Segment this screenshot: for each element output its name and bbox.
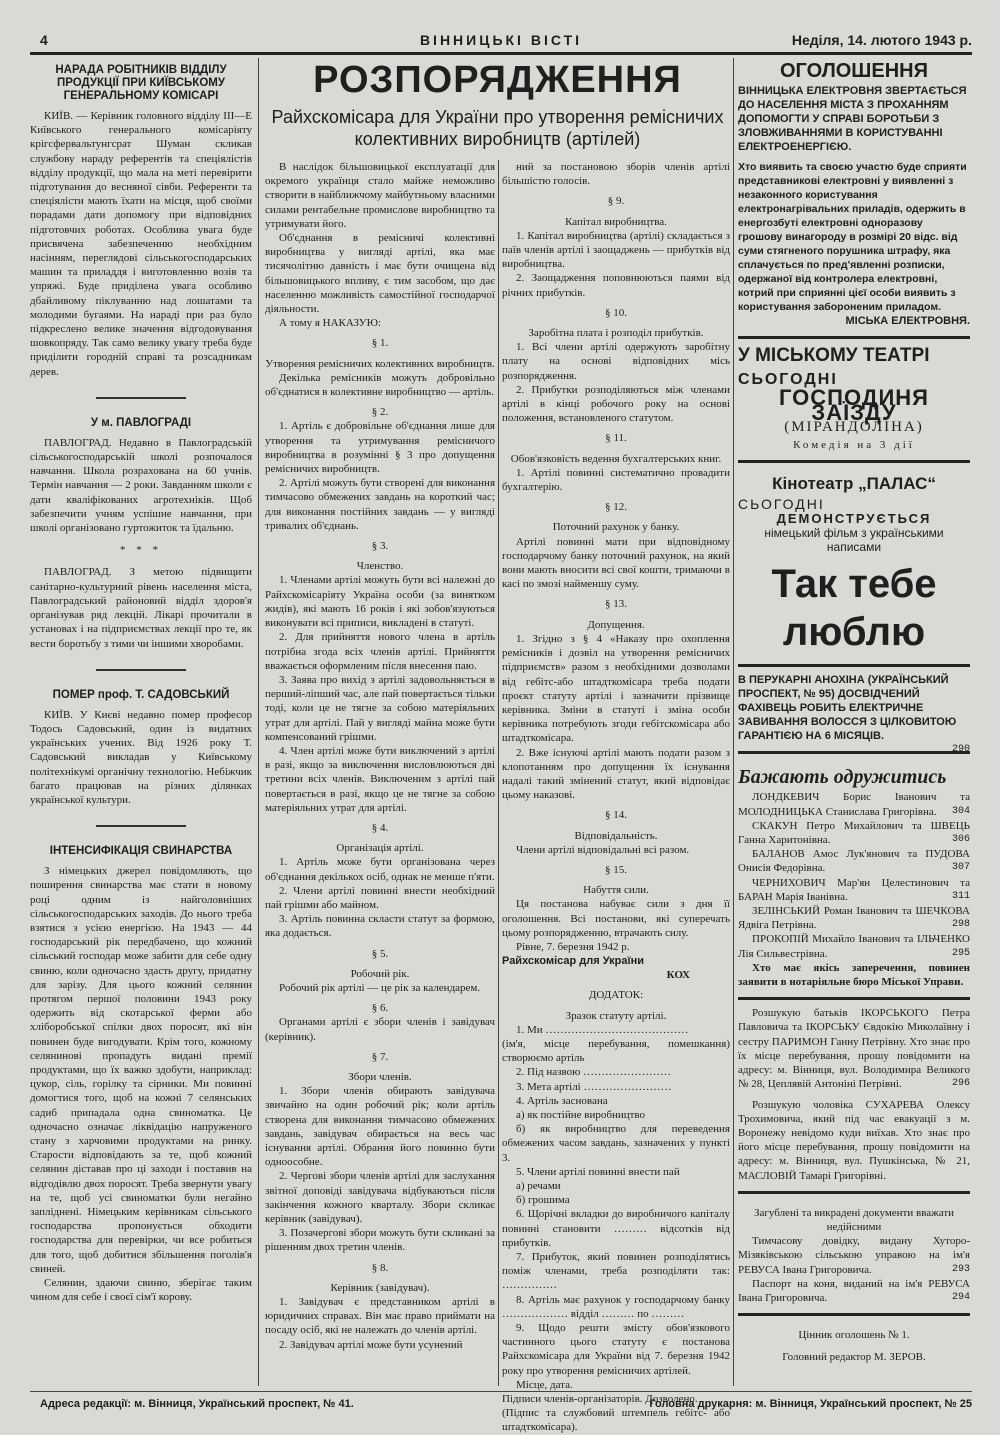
marriage-entry: [738, 904, 970, 932]
article-heading: У м. ПАВЛОГРАДІ: [90, 416, 192, 429]
page-number: 4: [40, 32, 48, 48]
ad-number: 307: [951, 862, 970, 874]
decree-text: Робочий рік артілі — це рік за календарем.: [279, 981, 481, 994]
section-number: § 6.: [371, 1002, 389, 1015]
section-number: § 10.: [605, 306, 627, 319]
decree-text: 2. Заощадження поповнюються паями від річних прибутків.: [502, 272, 730, 299]
decree-text: 2. Чергові збори членів артілі для заслухання звітної доповіді завідувача відбуваються після закінчення кожного кварталу. Збори скликає керівник (завідувач).: [265, 1170, 495, 1226]
theatre-ad: [738, 336, 970, 452]
statute-item: а) речами: [516, 1180, 561, 1192]
statute-item: Місце, дата.: [516, 1378, 573, 1391]
decree-text: Органами артілі є збори членів і завідувач (керівник).: [265, 1016, 495, 1043]
statute-item: а) як постійне виробництво: [516, 1108, 646, 1121]
decree-text: 1. Артілі повинні систематично провадити бухгалтерію.: [502, 466, 730, 494]
statute-item: 9. Щодо решти змісту обов'язкового частинного цього статуту є постанова Райхскомісара для України від 7. березня 1942 року про утворення ремісничих артілей.: [502, 1322, 730, 1377]
decree-text: 3. Позачергові збори можуть бути скликані за рішенням двох третин членів.: [265, 1227, 495, 1254]
article-text: ПАВЛОГРАД. Недавно в Павлоградській сільськогосподарській школі розпочалося навчання. Школа розрахована на 60 учнів. Термін навчання — 2 роки. Завданням школи є дати кваліфікованих агротехніків. Щоб забезпечити учням успішне навчання, при школі організовано гуртожиток та їдальню.: [30, 436, 252, 535]
announcement-lead: ВІННИЦЬКА ЕЛЕКТРОВНЯ ЗВЕРТАЄТЬСЯ ДО НАСЕЛЕННЯ МІСТА З ПРОХАННЯМ ДОПОМОГТИ У СПРАВІ БОРОТЬБИ З ЗЛОВЖИВАННЯМИ В КОРИСТУВАННІ ЕЛЕКТРОЕНЕРГІЄЮ.: [738, 85, 967, 154]
announcement-text: Хто виявить та своєю участю буде сприяти представникові електровні у виявленні з незаконного користування електронагрівальних приладів, одержить в енергозбуті електровні одноразову грошову винагороду в розмірі 20 відс. від суми стягненого порушника штрафу, яка сплачується по пред'явленні розписки, одержаної від контролера електровні, котрий при сприянні цієї особи виявить з користування забороненим приладом.: [738, 161, 967, 314]
ad-number: 298: [951, 919, 970, 931]
section-title: Обов'язковість ведення бухгалтерських книг.: [510, 452, 722, 465]
theatre-title: У МІСЬКОМУ ТЕАТРІ: [738, 345, 930, 367]
marriage-text: ЛОНДКЕВИЧ Борис Іванович та МОЛОДНИЦЬКА Станислава Григорівна.: [738, 791, 970, 818]
appendix-heading: ДОДАТОК:: [588, 989, 644, 1002]
marriage-text: БАЛАНОВ Амос Лук'янович та ПУДОВА Онисія Федорівна.: [738, 848, 970, 875]
section-number: § 14.: [605, 809, 627, 822]
marriage-entry: [738, 790, 970, 818]
decree-text: 3. Артіль повинна скласти статут за формою, яка додається.: [265, 913, 495, 940]
decree-text: 2. Для прийняття нового члена в артіль потрібна згода всіх членів артілі. Прийняття вважається оформленим після внесення паю.: [265, 631, 495, 672]
decree-signature: КОХ: [666, 969, 690, 982]
column-ads: [738, 58, 970, 1365]
lost-title: Загублені та викрадені документи вважати недійсними: [753, 1206, 955, 1233]
column-divider: [733, 58, 734, 1386]
section-number: § 4.: [371, 821, 389, 834]
theatre-play: ГОСПОДИНЯ ЗАЇЗДУ: [778, 385, 929, 425]
marriage-text: ПРОКОПІЙ Михайло Іванович та ІЛЬЧЕНКО Лія Сильвестрівна.: [738, 933, 970, 960]
ad-number: 295: [951, 947, 970, 959]
appendix-title: Зразок статуту артілі.: [565, 1009, 667, 1022]
theatre-subtitle: (МІРАНДОЛІНА): [784, 418, 924, 435]
statute-item: (ім'я, місце перебування, помешкання) створюємо артіль: [502, 1037, 730, 1065]
decree-text: ний за постановою зборів членів артілі більшістю голосів.: [502, 161, 730, 188]
section-title: Заробітна плата і розподіл прибутків.: [528, 327, 704, 340]
section-title: Капітал виробництва.: [565, 215, 667, 228]
search-ad: Розшукую чоловіка СУХАРЕВА Олексу Трохимовича, який під час евакуації з м. Воронежу невідомо куди виїхав. Хто знає про його місце перебування, прошу повідомити на адресу: м. Вінниця, вул. Пушкінська, № 21, МАСЛОВІЙ Тамарі Григорівні.: [738, 1098, 970, 1182]
separator: [96, 825, 186, 827]
section-title: Членство.: [356, 560, 404, 573]
statute-item: б) грошима: [516, 1194, 570, 1207]
barber-ad: [738, 664, 970, 756]
article-text: Селянин, здаючи свиню, зберігає таким чином для себе і своєї сім'ї корову.: [30, 1277, 252, 1304]
search-ad: [738, 1006, 970, 1091]
theatre-genre: Комедія на 3 дії: [793, 439, 915, 452]
section-number: § 12.: [605, 501, 627, 514]
lost-entry: [738, 1234, 970, 1277]
lost-text: Тимчасову довідку, видану Хуторо-Мізяківською сільською управою на ім'я РЕВУСА Івана Григоровича.: [738, 1235, 970, 1276]
cinema-film: німецький фільм з українськими написами: [764, 525, 944, 555]
cinema-name: Кінотеатр „ПАЛАС“: [772, 474, 936, 494]
section-number: § 15.: [605, 863, 627, 876]
marriage-text: ЗЕЛІНСЬКИЙ Роман Іванович та ШЕЧКОВА Ядвіга Петрівна.: [738, 905, 970, 932]
section-title: Робочий рік.: [350, 967, 410, 980]
statute-item: 7. Прибуток, який повинен розподілятись поміж членами, треба розподіляти так: ……………: [502, 1251, 730, 1292]
marriage-entry: [738, 932, 970, 960]
section-number: § 3.: [371, 540, 389, 553]
decree-text: Декілька ремісників можуть добровільно об'єднатися в колективне виробництво — артіль.: [265, 371, 495, 399]
ad-number: 294: [951, 1291, 970, 1303]
section-title: Відповідальність.: [574, 829, 658, 842]
decree-title: РОЗПОРЯДЖЕННЯ: [313, 59, 682, 101]
marriage-title: Бажають одружитись: [738, 766, 947, 789]
section-number: § 1.: [371, 337, 389, 350]
section-title: Організація артілі.: [336, 842, 424, 855]
column-divider: [498, 160, 499, 1386]
marriage-entry: [738, 847, 970, 875]
marriage-text: ЧЕРНИХОВИЧ Мар'ян Целестинович та БАРАН Марія Іванівна.: [738, 876, 970, 903]
decree-text: 1. Артіль є добровільне об'єднання лише для утворення та утримування ремісничого виробництва в розумінні § 3 про допущення ремісничих виробництв.: [265, 420, 495, 476]
price-box: [738, 1313, 970, 1364]
statute-item: 6. Щорічні вкладки до виробничого капіталу повинні становити ……… відсотків від прибутків.: [502, 1208, 730, 1249]
ad-number: 296: [951, 1078, 970, 1090]
decree-text: Артілі повинні мати при відповідному господарчому банку поточний рахунок, на який вони мають вносити всі свої кошти, тримаючи в касі по змозі найменшу суму.: [502, 535, 730, 591]
article-heading: ПОМЕР проф. Т. САДОВСЬКИЙ: [52, 688, 230, 701]
price-list: Цінник оголошень № 1.: [798, 1329, 910, 1342]
decree-signature-title: Райхскомісар для України: [502, 955, 645, 968]
cinema-ad: [738, 460, 970, 656]
decree-text: 4. Член артілі може бути виключений з артілі в разі, якщо за виключення висловлюються дві третини всіх членів. Виключеним з артілі пай повертається в разі, якщо це не тягне за собою матеріяльних утрат для артілі.: [265, 744, 495, 814]
printing-address: Головна друкарня: м. Вінниця, Український проспект, № 25: [649, 1398, 972, 1410]
cinema-today: СЬОГОДНІ: [738, 496, 825, 513]
lost-text: Паспорт на коня, виданий на ім'я РЕВУСА Івана Григоровича.: [738, 1277, 970, 1304]
lost-documents: [738, 1191, 970, 1305]
statute-item: (Підпис та службовий штемпель гебітс- або штадткомісара).: [502, 1407, 730, 1434]
marriage-ads: [738, 751, 970, 989]
editorial-address: Адреса редакції: м. Вінниця, Український проспект, № 41.: [40, 1398, 354, 1410]
decree-text: 1. Капітал виробництва (артілі) складається з паїв членів артілі і заощаджень — прибутків від виробництва.: [502, 229, 730, 271]
footer: [30, 1391, 972, 1416]
announcement-title: ОГОЛОШЕННЯ: [780, 60, 928, 82]
ad-number: 304: [951, 805, 970, 817]
barber-text: В ПЕРУКАРНІ АНОХІНА (УКРАЇНСЬКИЙ ПРОСПЕКТ, № 95) ДОСВІДЧЕНИЙ ФАХІВЕЦЬ РОБИТЬ ЕЛЕКТРИЧНЕ ЗАВИВАННЯ ВОЛОССЯ З ЦІЛКОВИТОЮ ГАРАНТІЄЮ НА 6 МІСЯЦІВ.: [738, 674, 957, 743]
marriage-text: СКАКУН Петро Михайлович та ШВЕЦЬ Ганна Харитонівна.: [738, 819, 970, 847]
decree-text: 2. Артілі можуть бути створені для виконання тимчасово обмежених завдань на короткий час; для виконання постійних завдань — у вигляді тривалих об'єднань.: [265, 477, 495, 532]
decree-text: 1. Членами артілі можуть бути всі належні до Райхскомісаріяту Україна особи (за винятком жидів), які мають 16 років і які зобов'язуються виконувати всі приписи, викладені в статуті.: [265, 574, 495, 630]
ad-number: 311: [951, 890, 970, 902]
decree-text: Ця постанова набуває сили з дня її оголошення. Всі постанови, які суперечать цьому розпорядженню, втрачають силу.: [502, 898, 730, 939]
column-divider: [258, 58, 259, 1386]
statute-item: 1. Ми …………………………………: [516, 1023, 689, 1036]
lost-entry: [738, 1277, 970, 1305]
decree-text: 2. Члени артілі повинні внести необхідний пай грішми або майном.: [265, 884, 495, 911]
decree-text: Об'єднання в ремісничі колективні виробництва у вигляді артілі, яка має тисячолітню давність і має бути очищена від більшовицького впливу, є тим засобом, що дає населенню можливість самостійної господарчої діяльности.: [265, 232, 495, 316]
ad-number: 293: [951, 1263, 970, 1275]
statute-item: 2. Під назвою ……………………: [516, 1066, 672, 1079]
search-ads: [738, 997, 970, 1182]
ad-number: 290: [951, 744, 970, 756]
search-text: Розшукую батьків ІКОРСЬКОГО Петра Павловича та ІКОРСЬКУ Євдокію Миколаївну і сестру ПАРИМОН Ганну Петрівну. Хто знає про їх місце перебування, прошу повідомити на адресу: м. Вінниця, вул. Володимира Великого № 28, Цеплявій Антоніні Петрівні.: [738, 1007, 970, 1091]
statute-item: 4. Артіль заснована: [516, 1094, 608, 1107]
cinema-demo: ДЕМОНСТРУЄТЬСЯ: [776, 510, 932, 526]
section-number: § 11.: [605, 432, 627, 445]
issue-date: Неділя, 14. лютого 1943 р.: [791, 32, 972, 48]
decree-text: Члени артілі відповідальні всі разом.: [516, 843, 690, 856]
statute-item: 8. Артіль має рахунок у господарчому банку ……………… відділ ……… по ………: [502, 1293, 730, 1320]
article-text: ПАВЛОГРАД. З метою підвищити санітарно-культурний рівень населення міста, Павлоградський районовий відділ здоров'я організував ряд лекцій. Лікарі прочитали в установах і на підприємствах лекції про те, як вести боротьбу з тими чи іншими хворобами.: [30, 566, 252, 650]
decree-text: 3. Заява про вихід з артілі задовольняється в перший-ліпший час, але пай повертається тільки тоді, коли це не тягне за собою матеріяльних утрат для артілі. Пай у вигляді майна може бути компенсований грішми.: [265, 673, 495, 743]
decree-text: 1. Згідно з § 4 «Наказу про охоплення ремісників і дозвіл на утворення ремісничих підприємств» разом з необхідними дозволами від гебітс-або штадткомісара треба подати проєкт статуту артілі і зазначити прізвище керівника. Зміни в статуті і зміна особи керівника потребують згоди гебітскомісара або штадткомісара.: [502, 632, 730, 745]
section-number: § 9.: [607, 195, 625, 208]
decree-subtitle: Райхскомісара для України про утворення ремісничих колективних виробництв (артілей): [271, 107, 724, 149]
column-decree-2: [502, 160, 730, 1435]
section-title: Керівник (завідувач).: [330, 1281, 430, 1294]
article-text: З німецьких джерел повідомляють, що поширення свинарства має стати в новому році одним із найголовніших сільськогосподарських заходів. До нього треба взятися з усією енергією. На 1943 — 44 господарський рік передбачено, що кожний сільський господар може забити для себе одну свиню, коли одночасно здасть другу, придатну для зарізу. Для цього кожний селянин протягом першої половини 1943 року одержить від скотарської ферми або хліборобської спілки двох поросят, які він повинен буде вигодувати. Крім того, кожному селянинові пропадуть видані премії продуктами, що їх важко здобути, наприклад: цукор, сіль, горілку та сірники. Ми повинні домогтися того, щоб на кожні 7 селянських садиб припадала одна свиноматка. Це одночасно означає ліквідацію напруженого стану з харчовими продуктами на ринку. Старости відповідають за те, щоб кожний селянин діставав про ці заходи і поставив на відгодівлю двох поросят. Треба звернути увагу на те, щоб усі свиноматки були негайно запліднені. Німецьким керівникам сільського господарства пропонується обходити господарства для перевірки, чи все робиться для того, щоб добитися збільшення поголів'я свиней.: [30, 865, 252, 1275]
marriage-entry: [738, 876, 970, 904]
statute-item: Підписи членів-організаторів. Дозволено.: [502, 1393, 698, 1406]
separator: [96, 397, 186, 399]
decree-text: 1. Збори членів обирають завідувача звичайно на один робочий рік; коли артіль створена для виконання тимчасово обмежених завдань, завідувач обирається на весь час існування артілі. Обрання його повинно бути одноособне.: [265, 1085, 495, 1169]
section-title: Допущення.: [587, 618, 645, 631]
article-heading: ІНТЕНСИФІКАЦІЯ СВИНАРСТВА: [49, 845, 233, 858]
decree-text: А тому я НАКАЗУЮ:: [279, 317, 381, 330]
newspaper-name: ВІННИЦЬКІ ВІСТІ: [419, 32, 583, 48]
section-number: § 2.: [371, 406, 389, 419]
decree-text: 1. Всі члени артілі одержують заробітну плату на основі відповідних місь розпорядження.: [502, 341, 730, 382]
marriage-entry: [738, 819, 970, 847]
section-number: § 5.: [371, 947, 389, 960]
decree-header: [265, 58, 730, 150]
section-number: § 8.: [371, 1261, 389, 1274]
section-title: Збори членів.: [348, 1070, 412, 1083]
column-decree-1: [265, 160, 495, 1352]
decree-text: 1. Завідувач є представником артілі в юридичних справах. Він має право приймати на посаду осіб, які не належать до членів артілі.: [265, 1296, 495, 1337]
decree-text: 2. Вже існуючі артілі мають подати разом з клопотанням про допущення їх існування надалі такий змінений статут, який відповідає цьому наказові.: [502, 746, 730, 802]
decree-place-date: Рівне, 7. березня 1942 р.: [516, 940, 630, 953]
section-number: § 7.: [371, 1050, 389, 1063]
chief-editor: Головний редактор М. ЗЕРОВ.: [782, 1351, 926, 1364]
decree-text: 2. Прибутки розподіляються між членами артілі в кінці робочого року на основі положення, встановленого статутом.: [502, 383, 730, 425]
cinema-movie: Так тебе люблю: [771, 562, 937, 655]
decree-text: 1. Артіль може бути організована через об'єднання декількох осіб, однак не менше п'яти.: [265, 856, 495, 883]
masthead: [30, 32, 972, 55]
stars-divider: * * *: [120, 544, 162, 557]
announcement-signature: МІСЬКА ЕЛЕКТРОВНЯ.: [845, 315, 970, 328]
section-number: § 13.: [605, 598, 627, 611]
theatre-today: СЬОГОДНІ: [738, 371, 838, 389]
separator: [96, 669, 186, 671]
article-heading: НАРАДА РОБІТНИКІВ ВІДДІЛУ ПРОДУКЦІЇ ПРИ КИЇВСЬКОМУ ГЕНЕРАЛЬНОМУ КОМІСАРІ: [55, 64, 227, 102]
decree-text: В наслідок більшовицької експлуатації для окремого українця стало майже неможливо створити в найближчому майбутньому власними силами рентабельне промислове виробництво та утримувати його.: [265, 161, 495, 230]
ad-number: 306: [951, 834, 970, 846]
statute-item: б) як виробництво для переведення обмежених часом завдань, зазначених у пункті 3.: [502, 1123, 730, 1164]
article-text: КИЇВ. У Києві недавно помер професор Тодось Садовський, один із видатних українських учених. Від 1926 року Т. Садовський викладав у Київському політехнікумі органічну технологію. Небіжчик багато працював на різних ділянках української культури.: [30, 708, 252, 806]
marriage-note: Хто має якісь заперечення, повинен заявити в нотаріяльне бюро Міської Управи.: [738, 961, 970, 989]
section-title: Утворення ремісничих колективних виробництв.: [265, 357, 495, 370]
article-text: КИЇВ. — Керівник головного відділу ІІІ—Е Київського генерального комісаріяту крігсфервальтунгсрат Шуман скликав службову нараду референтів та спеціялістів відділу продукції, що мала на меті перевірити підготування до весняної сівби. Референти та спеціялісти мають їхати на місця, щоб своїми порадами дати допомогу при відповідних підготовчих роботах. Особлива увага буде присвячена забезпеченню необхідним насінням, переглядові сільськогосподарських машин та приладдя і виготовленню возів та упряжі. Буде приділена увага особливо дбайливому піклуванню над лошатами та молодими бугаями. На нараді при раз було підкреслено велике значення відгодовування шовкопряду. Так само велику увагу треба буде приділити городній справі та розсадникам дерев.: [30, 110, 252, 378]
statute-item: 5. Члени артілі повинні внести пай: [516, 1165, 680, 1178]
statute-item: 3. Мета артілі ……………………: [516, 1080, 672, 1093]
decree-text: 2. Завідувач артілі може бути усунений: [279, 1338, 463, 1351]
section-title: Набуття сили.: [583, 884, 649, 897]
column-news: [30, 58, 252, 1304]
section-title: Поточний рахунок у банку.: [552, 521, 680, 534]
